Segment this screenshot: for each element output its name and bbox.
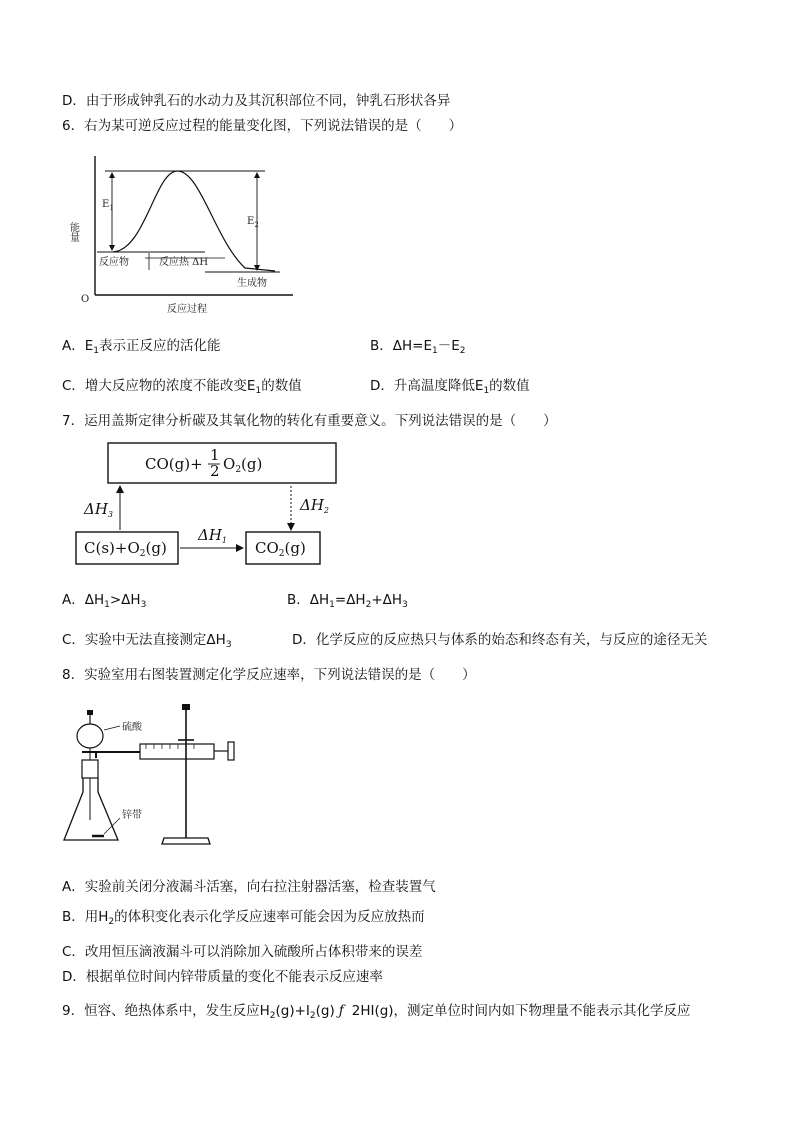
q6-option-a: A．$E_1$表示正反应的活化能 (62, 338, 221, 356)
q6-option-b: B．$\Delta H=E_1-E_2$ (370, 338, 466, 356)
top-box-text-end: $O_2(g)$ (223, 455, 263, 475)
heat-label: 反应热 ΔH (159, 257, 209, 268)
q9-stem: 9．恒容、绝热体系中，发生反应$H_2(g)+I_2(g)$ ƒ 2HI(g)，测定单位时间内如下物理量不能表示其化学反应 (62, 1003, 691, 1021)
stand-base (162, 838, 210, 844)
origin-label: O (81, 294, 90, 305)
q7-option-d: D．化学反应的反应热只与体系的始态和终态有关，与反应的途径无关 (292, 632, 708, 648)
zinc-label: 锌带 (122, 810, 142, 821)
flask-stopper (82, 760, 98, 778)
q6-stem: 6．右为某可逆反应过程的能量变化图，下列说法错误的是（ ） (62, 118, 463, 134)
dh1-label: $\Delta H_1$ (198, 526, 228, 545)
q6-option-c: C．增大反应物的浓度不能改变$E_1$的数值 (62, 378, 302, 396)
q8-stem: 8．实验室用右图装置测定化学反应速率，下列说法错误的是（ ） (62, 667, 476, 683)
delivery-tube (96, 752, 140, 758)
q7-option-b: B．$\Delta H_1=\Delta H_2+\Delta H_3$ (287, 592, 408, 610)
fraction-denominator: 2 (210, 462, 220, 480)
right-box-text: $CO_2(g)$ (255, 539, 306, 559)
q8-option-a: A．实验前关闭分液漏斗活塞，向右拉注射器活塞，检查装置气 (62, 879, 436, 895)
product-label: 生成物 (237, 278, 267, 289)
y-axis-label: 能量 (67, 222, 79, 242)
dh3-arrowhead (116, 485, 124, 493)
syringe-scale (146, 744, 194, 749)
energy-diagram (67, 150, 305, 320)
q5-option-d: D．由于形成钟乳石的水动力及其沉积部位不同，钟乳石形状各异 (62, 93, 451, 109)
hess-diagram (70, 438, 340, 570)
plunger-head (228, 742, 234, 760)
q8-option-c: C．改用恒压滴液漏斗可以消除加入硫酸所占体积带来的误差 (62, 944, 423, 960)
fraction-numerator: 1 (210, 446, 220, 464)
q6-option-d: D．升高温度降低$E_1$的数值 (370, 378, 530, 396)
q8-option-d: D．根据单位时间内锌带质量的变化不能表示反应速率 (62, 969, 383, 985)
apparatus-diagram (60, 700, 250, 850)
acid-label: 硫酸 (122, 722, 142, 733)
x-axis-label: 反应过程 (167, 304, 207, 315)
dh2-arrowhead (287, 523, 295, 531)
left-box-text: $C(s)+O_2(g)$ (84, 539, 167, 559)
equilibrium-arrow-glyph: ƒ (338, 1003, 344, 1019)
funnel-stopper (87, 710, 93, 715)
syringe-barrel (140, 744, 214, 759)
q7-option-c: C．实验中无法直接测定$\Delta H_3$ (62, 632, 232, 650)
dh2-label: $\Delta H_2$ (300, 496, 330, 515)
q7-option-a: A．$\Delta H_1>\Delta H_3$ (62, 592, 147, 610)
dropping-funnel (77, 724, 103, 748)
top-box-text: CO(g)+ (145, 455, 203, 473)
q8-option-b: B．用$H_2$的体积变化表示化学反应速率可能会因为反应放热而 (62, 909, 425, 927)
dh3-label: $\Delta H_3$ (84, 500, 114, 519)
e1-label: $E_1$ (102, 199, 114, 212)
top-box (108, 443, 336, 483)
conical-flask (64, 778, 118, 840)
dh1-arrowhead (236, 544, 244, 552)
q7-stem: 7．运用盖斯定律分析碳及其氧化物的转化有重要意义。下列说法错误的是（ ） (62, 413, 557, 429)
reactant-label: 反应物 (99, 257, 129, 268)
e2-label: $E_2$ (247, 216, 259, 229)
